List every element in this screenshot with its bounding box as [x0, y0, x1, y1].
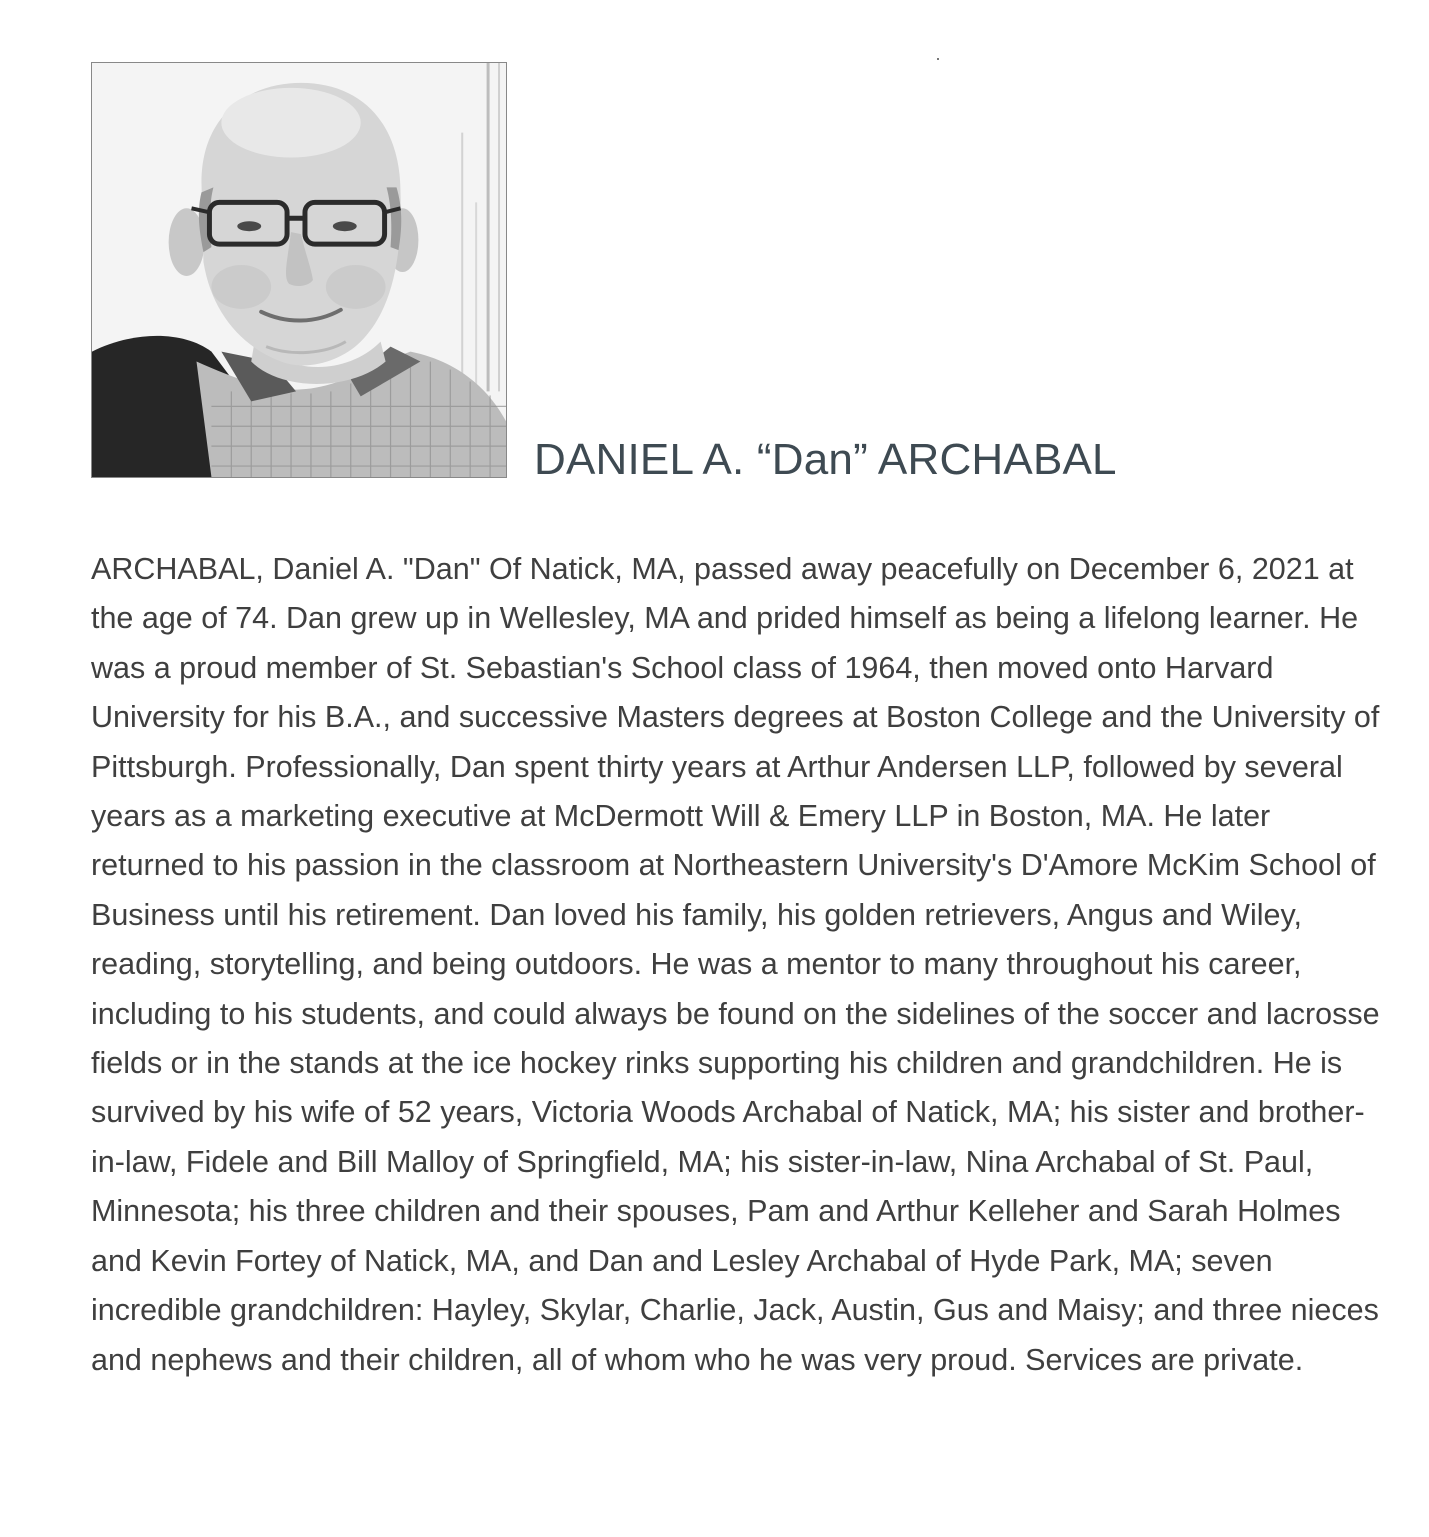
- page-title: DANIEL A. “Dan” ARCHABAL: [534, 435, 1117, 484]
- obituary-text: ARCHABAL, Daniel A. "Dan" Of Natick, MA, passed away peacefully on December 6, 2021 at the age of 74. Dan grew up in Wellesley, MA and prided himself as being a lifelong learner. He was a proud member of St. Sebastian's School class of 1964, then moved onto Harvard University for his B.A., and successive Masters degrees at Boston College and the University of Pittsburgh. Professionally, Dan spent thirty years at Arthur Andersen LLP, followed by several years as a marketing executive at McDermott Will & Emery LLP in Boston, MA. He later returned to his passion in the classroom at Northeastern University's D'Amore McKim School of Business until his retirement. Dan loved his family, his golden retrievers, Angus and Wiley, reading, storytelling, and being outdoors. He was a mentor to many throughout his career, including to his students, and could always be found on the sidelines of the soccer and lacrosse fields or in the stands at the ice hockey rinks supporting his children and grandchildren. He is survived by his wife of 52 years, Victoria Woods Archabal of Natick, MA; his sister and brother-in-law, Fidele and Bill Malloy of Springfield, MA; his sister-in-law, Nina Archabal of St. Paul, Minnesota; his three children and their spouses, Pam and Arthur Kelleher and Sarah Holmes and Kevin Fortey of Natick, MA, and Dan and Lesley Archabal of Hyde Park, MA; seven incredible grandchildren: Hayley, Skylar, Charlie, Jack, Austin, Gus and Maisy; and three nieces and nephews and their children, all of whom who he was very proud. Services are private.: [91, 552, 1380, 1377]
- portrait-illustration: [92, 63, 506, 477]
- obituary-header: [91, 62, 1341, 482]
- stray-mark: [937, 58, 939, 60]
- portrait-photo: [91, 62, 507, 478]
